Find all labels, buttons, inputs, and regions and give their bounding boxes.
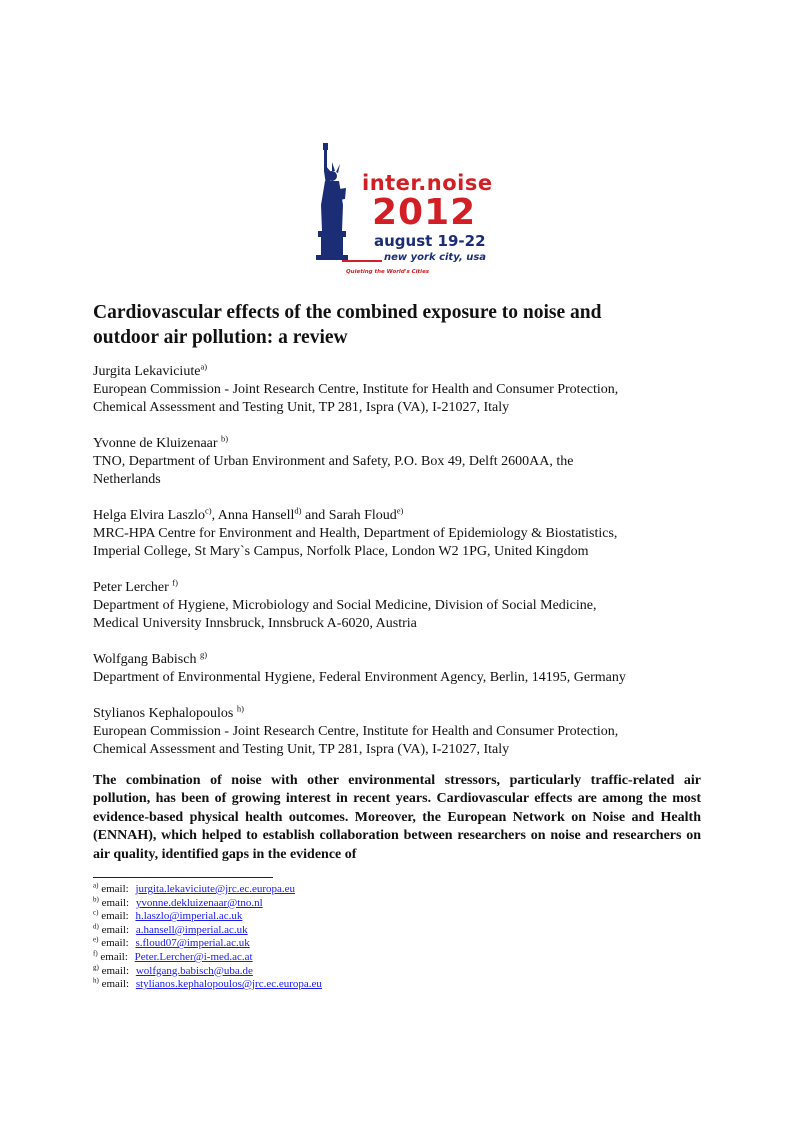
email-link[interactable]: s.floud07@imperial.ac.uk	[135, 937, 250, 950]
footnote-item	[93, 978, 593, 992]
footnote-list	[93, 883, 593, 992]
footnote-label: email:	[101, 896, 130, 909]
footnote-label: email:	[100, 950, 128, 963]
author-names	[93, 363, 713, 381]
author-name: Anna Hansell	[217, 508, 295, 523]
logo-tagline: Quieting the World's Cities	[346, 269, 430, 275]
footnote-mark: g)	[93, 962, 99, 971]
affiliation-line: European Commission - Joint Research Centre, Institute for Health and Consumer Protection,	[93, 724, 619, 739]
footnote-mark: c)	[93, 908, 99, 917]
affiliation-line: Netherlands	[93, 472, 161, 487]
author-name: Yvonne de Kluizenaar	[93, 436, 222, 451]
footnote-item	[93, 924, 593, 938]
affiliation-line: Chemical Assessment and Testing Unit, TP 281, Ispra (VA), I-21027, Italy	[93, 400, 510, 415]
footnote-item	[93, 951, 593, 965]
author-name: Stylianos Kephalopoulos	[93, 706, 237, 721]
email-link[interactable]: yvonne.dekluizenaar@tno.nl	[135, 896, 263, 909]
author-footnote-mark: e)	[396, 505, 404, 516]
author-footnote-mark: b)	[221, 433, 229, 444]
footnote-label: email:	[101, 964, 130, 977]
author-separator: and	[301, 508, 329, 523]
author-block	[93, 705, 713, 759]
author-names	[93, 705, 713, 723]
author-block	[93, 651, 713, 687]
logo-dates: august 19-22	[374, 232, 486, 250]
email-link[interactable]: jurgita.lekaviciute@jrc.ec.europa.eu	[135, 883, 296, 895]
author-name: Peter Lercher	[93, 580, 173, 595]
author-names	[93, 507, 713, 525]
email-link[interactable]: a.hansell@imperial.ac.uk	[135, 923, 248, 936]
author-name: Sarah Floud	[328, 508, 397, 523]
affiliation-line: Imperial College, St Mary`s Campus, Norfolk Place, London W2 1PG, United Kingdom	[93, 544, 589, 559]
footnote-item	[93, 937, 593, 951]
email-link[interactable]: h.laszlo@imperial.ac.uk	[135, 910, 243, 923]
affiliation-line: Medical University Innsbruck, Innsbruck A-6020, Austria	[93, 616, 417, 631]
paper-title	[93, 300, 713, 350]
affiliation-line: Department of Environmental Hygiene, Federal Environment Agency, Berlin, 14195, Germany	[93, 670, 626, 685]
title-line-1: Cardiovascular effects of the combined exposure to noise and	[93, 302, 602, 323]
author-name: Wolfgang Babisch	[93, 652, 200, 667]
email-link[interactable]: Peter.Lercher@i-med.ac.at	[134, 950, 253, 963]
conference-logo	[312, 143, 492, 283]
author-separator: ,	[211, 508, 218, 523]
footnote-mark: d)	[93, 922, 99, 931]
logo-brand-text: inter.noise	[362, 171, 493, 195]
footnote-mark: b)	[93, 894, 99, 903]
email-link[interactable]: stylianos.kephalopoulos@jrc.ec.europa.eu	[135, 978, 322, 991]
author-footnote-mark: a)	[200, 361, 208, 372]
logo-location: new york city, usa	[384, 252, 487, 263]
author-footnote-mark: d)	[294, 505, 302, 516]
footnote-item	[93, 883, 593, 897]
footnote-mark: a)	[93, 881, 99, 890]
author-block	[93, 507, 713, 561]
footnote-label: email:	[101, 978, 130, 991]
footnote-label: email:	[101, 910, 129, 923]
author-block	[93, 435, 713, 489]
footnote-item	[93, 910, 593, 924]
affiliation-line: Department of Hygiene, Microbiology and Social Medicine, Division of Social Medicine,	[93, 598, 597, 613]
footnote-divider	[93, 877, 273, 878]
affiliation-line: Chemical Assessment and Testing Unit, TP 281, Ispra (VA), I-21027, Italy	[93, 742, 510, 757]
footnote-label: email:	[101, 937, 129, 950]
footnote-item	[93, 894, 593, 911]
footnote-mark: e)	[93, 935, 99, 944]
abstract-text: The combination of noise with other environmental stressors, particularly traffic-related air pollution, has been of growing interest in recent years. Cardiovascular effects are among the most evidence-based physical health outcomes. Moreover, the European Network on Noise and Health (ENNAH), which helped to establish collaboration between researchers on noise and researchers on air quality, identified gaps in the evidence of	[93, 773, 701, 862]
email-link[interactable]: wolfgang.babisch@uba.de	[135, 964, 253, 977]
author-footnote-mark: c)	[204, 505, 212, 516]
footnote-mark: f)	[93, 949, 98, 958]
author-block	[93, 363, 713, 417]
author-names	[93, 579, 713, 597]
author-names	[93, 435, 713, 453]
affiliation-line: MRC-HPA Centre for Environment and Health, Department of Epidemiology & Biostatistics,	[93, 526, 618, 541]
footnote-label: email:	[101, 883, 129, 895]
footnote-item	[93, 962, 593, 979]
footnote-mark: h)	[93, 976, 99, 985]
author-name: Helga Elvira Laszlo	[93, 508, 205, 523]
footnote-label: email:	[101, 923, 130, 936]
logo-year: 2012	[372, 192, 477, 233]
author-block	[93, 579, 713, 633]
author-name: Jurgita Lekaviciute	[93, 364, 201, 379]
affiliation-line: European Commission - Joint Research Centre, Institute for Health and Consumer Protection,	[93, 382, 619, 397]
affiliation-line: TNO, Department of Urban Environment and Safety, P.O. Box 49, Delft 2600AA, the	[93, 454, 574, 469]
author-footnote-mark: h)	[236, 703, 244, 714]
author-footnote-mark: g)	[199, 649, 208, 660]
author-footnote-mark: f)	[172, 577, 178, 588]
title-line-2: outdoor air pollution: a review	[93, 327, 348, 348]
author-names	[93, 651, 713, 669]
